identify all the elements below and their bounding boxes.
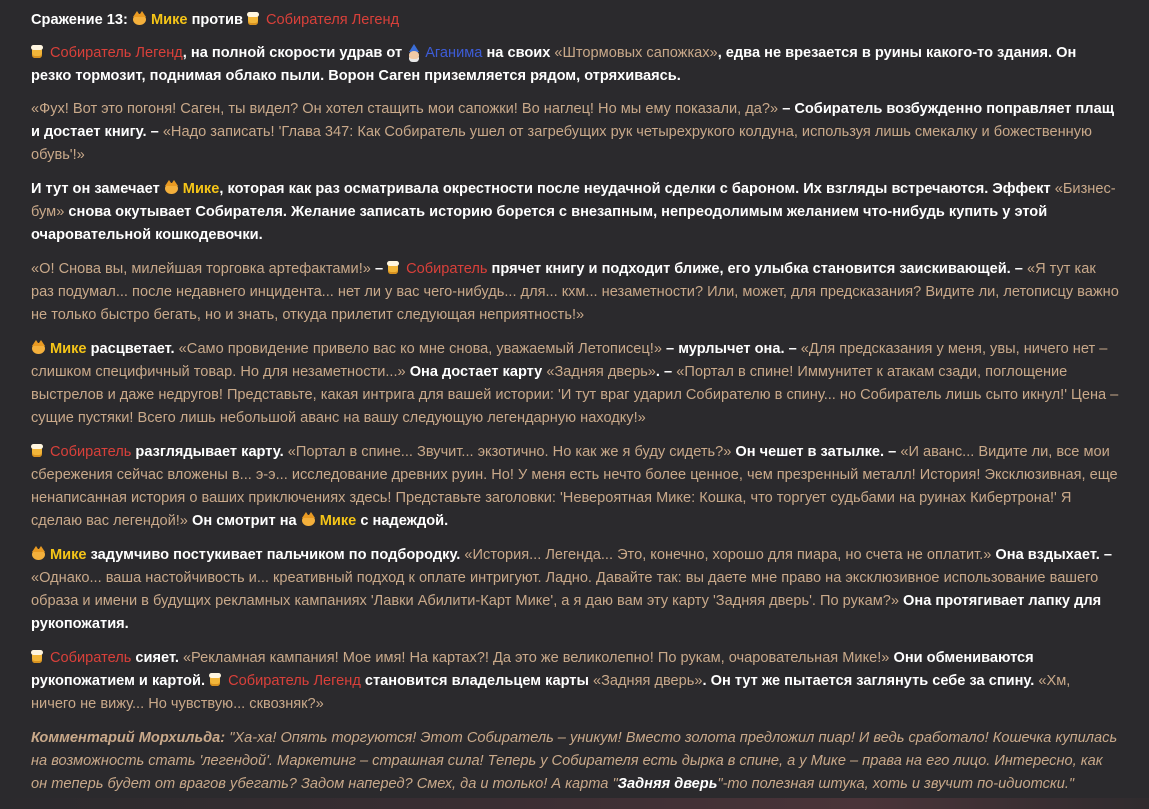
log-paragraph-8 (31, 647, 1119, 716)
card-name: Задняя дверь (617, 776, 718, 792)
quote: «И аванс... Видите ли, все мои сбережения сейчас вложены в... э-э... исследование древних руин. Но! У меня есть нечто более ценное, чем презренный металл! История! Эксклюзивная, еще ненаписанная история о ваших приключениях здесь! Представьте заголовки: 'Невероятная Мике: Кошка, что торгует судьбами на руинах Кибертрона!' Я сделаю вас легендой!» (31, 444, 1118, 529)
narration: Она протягивает лапку для рукопожатия. (31, 593, 1102, 632)
mage-icon (406, 44, 421, 59)
beer-mug-icon (31, 44, 46, 59)
quote: «Хм, ничего не вижу... Но чувствую... сквозняк?» (31, 673, 1071, 712)
collector-name: Собиратель Легенд (50, 45, 183, 61)
quote: «Рекламная кампания! Мое имя! На картах?! Да это же великолепно! По рукам, очаровательная Мике!» (182, 650, 890, 666)
log-paragraph-2 (31, 98, 1119, 167)
narration: с надеждой. (360, 513, 449, 529)
narration: расцветает. (90, 341, 175, 357)
card-name: «Задняя дверь» (546, 364, 656, 380)
beer-mug-icon (387, 260, 402, 275)
narration: . Он тут же пытается заглянуть себе за спину. (702, 673, 1035, 689)
narration: Он чешет в затылке. – (735, 444, 897, 460)
narration: , едва не врезается в руины какого-то здания. Он резко тормозит, поднимая облако пыли. Ворон Саген приземляется рядом, отряхиваясь. (31, 45, 1077, 84)
quote: «Для предсказания у меня, увы, ничего нет – слишком специфичный товар. Но для незаметности...» (31, 341, 1108, 380)
beer-mug-icon (247, 11, 262, 26)
narration: Они обмениваются рукопожатием и картой. (31, 650, 1034, 689)
quote: «Портал в спине! Иммунитет к атакам сзади, поглощение выстрелов и даже недругов! Представьте, какая интрига для вашей истории: 'И тут враг ударил Собирателю в спину... но Собиратель лишь сыто икнул!' Цена – сущие пустяки! Всего лишь небольшой аванс на вашу следующую легендарную находку!» (31, 364, 1119, 426)
narration: , которая как раз осматривала окрестности после неудачной сделки с бароном. Их взгляды встречаются. Эффект (219, 181, 1051, 197)
item-name: «Штормовых сапожках» (554, 45, 718, 61)
comment-text: "Ха-ха! Опять торгуются! Этот Собиратель – уникум! Вместо золота предложил пиар! И ведь сработало! Кошечка купилась на возможность стать 'легендой'. Маркетинг – страшная сила! Теперь у Собирателя есть дырка в спине, а у Мике – права на его лицо. Интересно, как он теперь будет от врагов убегать? Задом наперед? Смех, да и только! А карта " (31, 730, 1118, 792)
narration: сияет. (135, 650, 179, 666)
card-name: «Задняя дверь» (592, 673, 703, 689)
quote: «Я тут как раз подумал... после недавнего инцидента... нет ли у вас чего-нибудь... для... кхм... незаметности? Или, может, для предсказания? Видите ли, летописцу важно не только быстро бегать, но и знать, откуда прилетит следующая неприятность!» (31, 261, 1119, 323)
narration: Он смотрит на (191, 513, 297, 529)
cat-face-icon (164, 180, 179, 195)
player-collector: Собирателя Легенд (266, 12, 400, 28)
log-paragraph-7 (31, 544, 1119, 636)
cat-face-icon (31, 546, 46, 561)
narration: на своих (486, 45, 551, 61)
quote: «Само провидение привело вас ко мне снова, уважаемый Летописец!» (178, 341, 662, 357)
collector-name: Собиратель Легенд (228, 673, 361, 689)
quote: «Портал в спине... Звучит... экзотично. Но как же я буду сидеть?» (287, 444, 732, 460)
comment-label: Комментарий Морхильда: (31, 730, 226, 746)
comment-text: "-то полезная штука, хоть и звучит по-идиотски." (717, 776, 1075, 792)
narration: задумчиво постукивает пальчиком по подбородку. (90, 547, 461, 563)
quote: «Надо записать! 'Глава 347: Как Собиратель ушел от загребущих рук четырехрукого колдуна, используя лишь смекалку и божественную обувь'!» (31, 124, 1092, 163)
aganima-name: Аганима (425, 45, 483, 61)
battle-title (31, 9, 1119, 32)
versus-label: против (191, 12, 243, 28)
mike-name: Мике (50, 341, 87, 357)
player-mike: Мике (150, 12, 188, 28)
quote: «Однако... ваша настойчивость и... креативный подход к оплате интригуют. Ладно. Давайте так: вы даете мне право на эксклюзивное использование вашего образа и имени в будущих рекламных кампаниях 'Лавки Абилити-Карт Мике', а я даю вам эту карту 'Задняя дверь'. По рукам?» (31, 570, 1099, 609)
beer-mug-icon (209, 672, 224, 687)
narration: становится владельцем карты (364, 673, 589, 689)
quote: «Фух! Вот это погоня! Саген, ты видел? Он хотел стащить мои сапожки! Во наглец! Но мы ему показали, да?» (31, 101, 779, 117)
narration: Она достает карту (409, 364, 543, 380)
log-paragraph-6 (31, 441, 1119, 533)
quote: «История... Легенда... Это, конечно, хорошо для пиара, но счета не оплатит.» (464, 547, 992, 563)
commentator-comment (31, 727, 1119, 796)
narration: . – (655, 364, 673, 380)
narration: – мурлычет она. – (666, 341, 797, 357)
cat-face-icon (132, 11, 147, 26)
log-paragraph-1 (31, 42, 1119, 88)
narration: разглядывает карту. (135, 444, 284, 460)
mike-name: Мике (319, 513, 357, 529)
narration: Она вздыхает. – (995, 547, 1112, 563)
cat-face-icon (301, 512, 316, 527)
mike-name: Мике (50, 547, 87, 563)
effect-name: «Бизнес-бум» (31, 181, 1116, 220)
narration: – (374, 261, 384, 277)
narration: – Собиратель возбужденно поправляет плащ и достает книгу. – (31, 101, 1115, 140)
log-paragraph-5 (31, 338, 1119, 430)
collector-name: Собиратель (50, 650, 132, 666)
narration: , на полной скорости удрав от (182, 45, 403, 61)
narration: прячет книгу и подходит ближе, его улыбка становится заискивающей. – (491, 261, 1023, 277)
log-paragraph-3 (31, 178, 1119, 247)
quote: «О! Снова вы, милейшая торговка артефактами!» (31, 261, 371, 277)
narration: И тут он замечает (31, 181, 160, 197)
battle-number: Сражение 13: (31, 12, 128, 28)
collector-name: Собиратель (50, 444, 132, 460)
beer-mug-icon (31, 649, 46, 664)
narration: снова окутывает Собирателя. Желание записать историю борется с внезапным, непреодолимым желанием что-нибудь купить у этой очаровательной кошкодевочки. (31, 204, 1048, 243)
collector-name: Собиратель (406, 261, 488, 277)
beer-mug-icon (31, 443, 46, 458)
mike-name: Мике (182, 181, 220, 197)
cat-face-icon (31, 340, 46, 355)
log-paragraph-4 (31, 258, 1119, 327)
